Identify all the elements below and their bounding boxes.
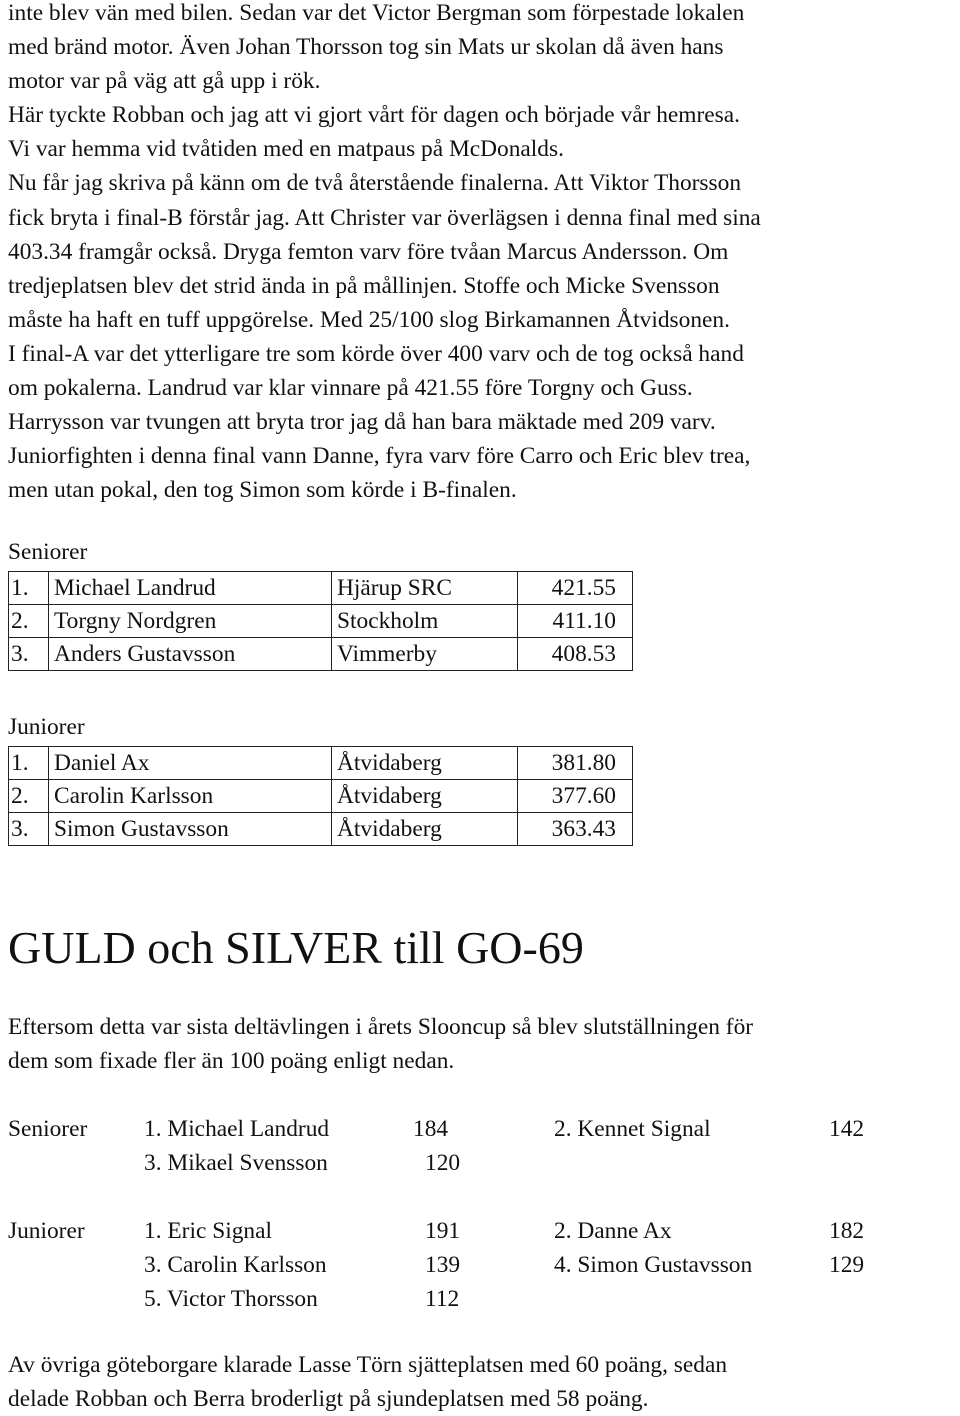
club-cell: Åtvidaberg	[332, 780, 518, 813]
text-line: men utan pokal, den tog Simon som körde i B-finalen.	[8, 477, 517, 504]
standings-points: 120	[425, 1150, 461, 1176]
score-cell: 411.10	[518, 605, 633, 638]
position-cell: 3.	[9, 813, 49, 846]
text-line: måste ha haft en tuff uppgörelse. Med 25/100 slog Birkamannen Åtvidsonen.	[8, 306, 730, 333]
text-line: fick bryta i final-B förstår jag. Att Christer var överlägsen i denna final med sina	[8, 204, 761, 231]
position-cell: 1.	[9, 572, 49, 605]
score-cell: 421.55	[518, 572, 633, 605]
text-line: Eftersom detta var sista deltävlingen i årets Slooncup så blev slutställningen för	[8, 1014, 754, 1040]
closing-paragraph	[8, 1348, 727, 1416]
standings-category-label: Juniorer	[8, 1218, 85, 1244]
driver-cell: Torgny Nordgren	[49, 605, 332, 638]
text-line: dem som fixade fler än 100 poäng enligt nedan.	[8, 1048, 455, 1075]
club-cell: Hjärup SRC	[332, 572, 518, 605]
seniors-standings	[8, 1112, 958, 1180]
standings-driver: 1. Eric Signal	[144, 1218, 272, 1244]
seniors-results-table	[8, 571, 633, 671]
table-row	[9, 780, 633, 813]
text-line: delade Robban och Berra broderligt på sjundeplatsen med 58 poäng.	[8, 1386, 649, 1413]
standings-points: 184	[413, 1116, 449, 1142]
standings-row	[8, 1282, 958, 1316]
seniors-results-label: Seniorer	[8, 539, 88, 565]
text-line: Nu får jag skriva på känn om de två återstående finalerna. Att Viktor Thorsson	[8, 170, 742, 197]
standings-points: 191	[425, 1218, 461, 1244]
table-row	[9, 605, 633, 638]
table-row	[9, 572, 633, 605]
text-line: Harrysson var tvungen att bryta tror jag då han bara mäktade med 209 varv.	[8, 409, 716, 436]
standings-row	[8, 1214, 958, 1248]
text-line: motor var på väg att gå upp i rök.	[8, 68, 321, 95]
standings-driver: 3. Mikael Svensson	[144, 1150, 328, 1176]
standings-category-label: Seniorer	[8, 1116, 88, 1142]
score-cell: 363.43	[518, 813, 633, 846]
driver-cell: Anders Gustavsson	[49, 638, 332, 671]
standings-points: 142	[829, 1116, 865, 1142]
text-line: om pokalerna. Landrud var klar vinnare på 421.55 före Torgny och Guss.	[8, 375, 693, 402]
text-line: Av övriga göteborgare klarade Lasse Törn sjätteplatsen med 60 poäng, sedan	[8, 1352, 728, 1378]
text-line: 403.34 framgår också. Dryga femton varv före tvåan Marcus Andersson. Om	[8, 238, 729, 265]
table-row	[9, 813, 633, 846]
driver-cell: Carolin Karlsson	[49, 780, 332, 813]
intro-paragraph	[8, 0, 761, 507]
section-heading: GULD och SILVER till GO-69	[8, 922, 584, 973]
table-row	[9, 747, 633, 780]
club-cell: Åtvidaberg	[332, 747, 518, 780]
standings-driver: 1. Michael Landrud	[144, 1116, 330, 1142]
juniors-standings	[8, 1214, 958, 1316]
score-cell: 381.80	[518, 747, 633, 780]
club-cell: Vimmerby	[332, 638, 518, 671]
position-cell: 1.	[9, 747, 49, 780]
text-line: I final-A var det ytterligare tre som körde över 400 varv och de tog också hand	[8, 340, 744, 367]
text-line: tredjeplatsen blev det strid ända in på mållinjen. Stoffe och Micke Svensson	[8, 272, 720, 299]
table-row	[9, 638, 633, 671]
standings-driver: 2. Danne Ax	[554, 1218, 672, 1244]
juniors-results-table	[8, 746, 633, 846]
summary-paragraph	[8, 1010, 753, 1078]
juniors-results-label: Juniorer	[8, 714, 85, 740]
standings-row	[8, 1248, 958, 1282]
driver-cell: Michael Landrud	[49, 572, 332, 605]
position-cell: 2.	[9, 780, 49, 813]
standings-row	[8, 1146, 958, 1180]
text-line: Juniorfighten i denna final vann Danne, fyra varv före Carro och Eric blev trea,	[8, 443, 751, 470]
standings-driver: 3. Carolin Karlsson	[144, 1252, 327, 1278]
score-cell: 377.60	[518, 780, 633, 813]
standings-driver: 4. Simon Gustavsson	[554, 1252, 753, 1278]
standings-points: 129	[829, 1252, 865, 1278]
text-line: Här tyckte Robban och jag att vi gjort vårt för dagen och började vår hemresa.	[8, 102, 740, 129]
standings-points: 139	[425, 1252, 461, 1278]
standings-driver: 2. Kennet Signal	[554, 1116, 711, 1142]
position-cell: 3.	[9, 638, 49, 671]
position-cell: 2.	[9, 605, 49, 638]
text-line: inte blev vän med bilen. Sedan var det Victor Bergman som förpestade lokalen	[8, 0, 745, 26]
score-cell: 408.53	[518, 638, 633, 671]
standings-points: 182	[829, 1218, 865, 1244]
standings-driver: 5. Victor Thorsson	[144, 1286, 318, 1312]
driver-cell: Simon Gustavsson	[49, 813, 332, 846]
standings-row	[8, 1112, 958, 1146]
driver-cell: Daniel Ax	[49, 747, 332, 780]
club-cell: Stockholm	[332, 605, 518, 638]
standings-points: 112	[425, 1286, 460, 1312]
text-line: Vi var hemma vid tvåtiden med en matpaus på McDonalds.	[8, 136, 564, 163]
club-cell: Åtvidaberg	[332, 813, 518, 846]
text-line: med bränd motor. Även Johan Thorsson tog sin Mats ur skolan då även hans	[8, 34, 724, 61]
